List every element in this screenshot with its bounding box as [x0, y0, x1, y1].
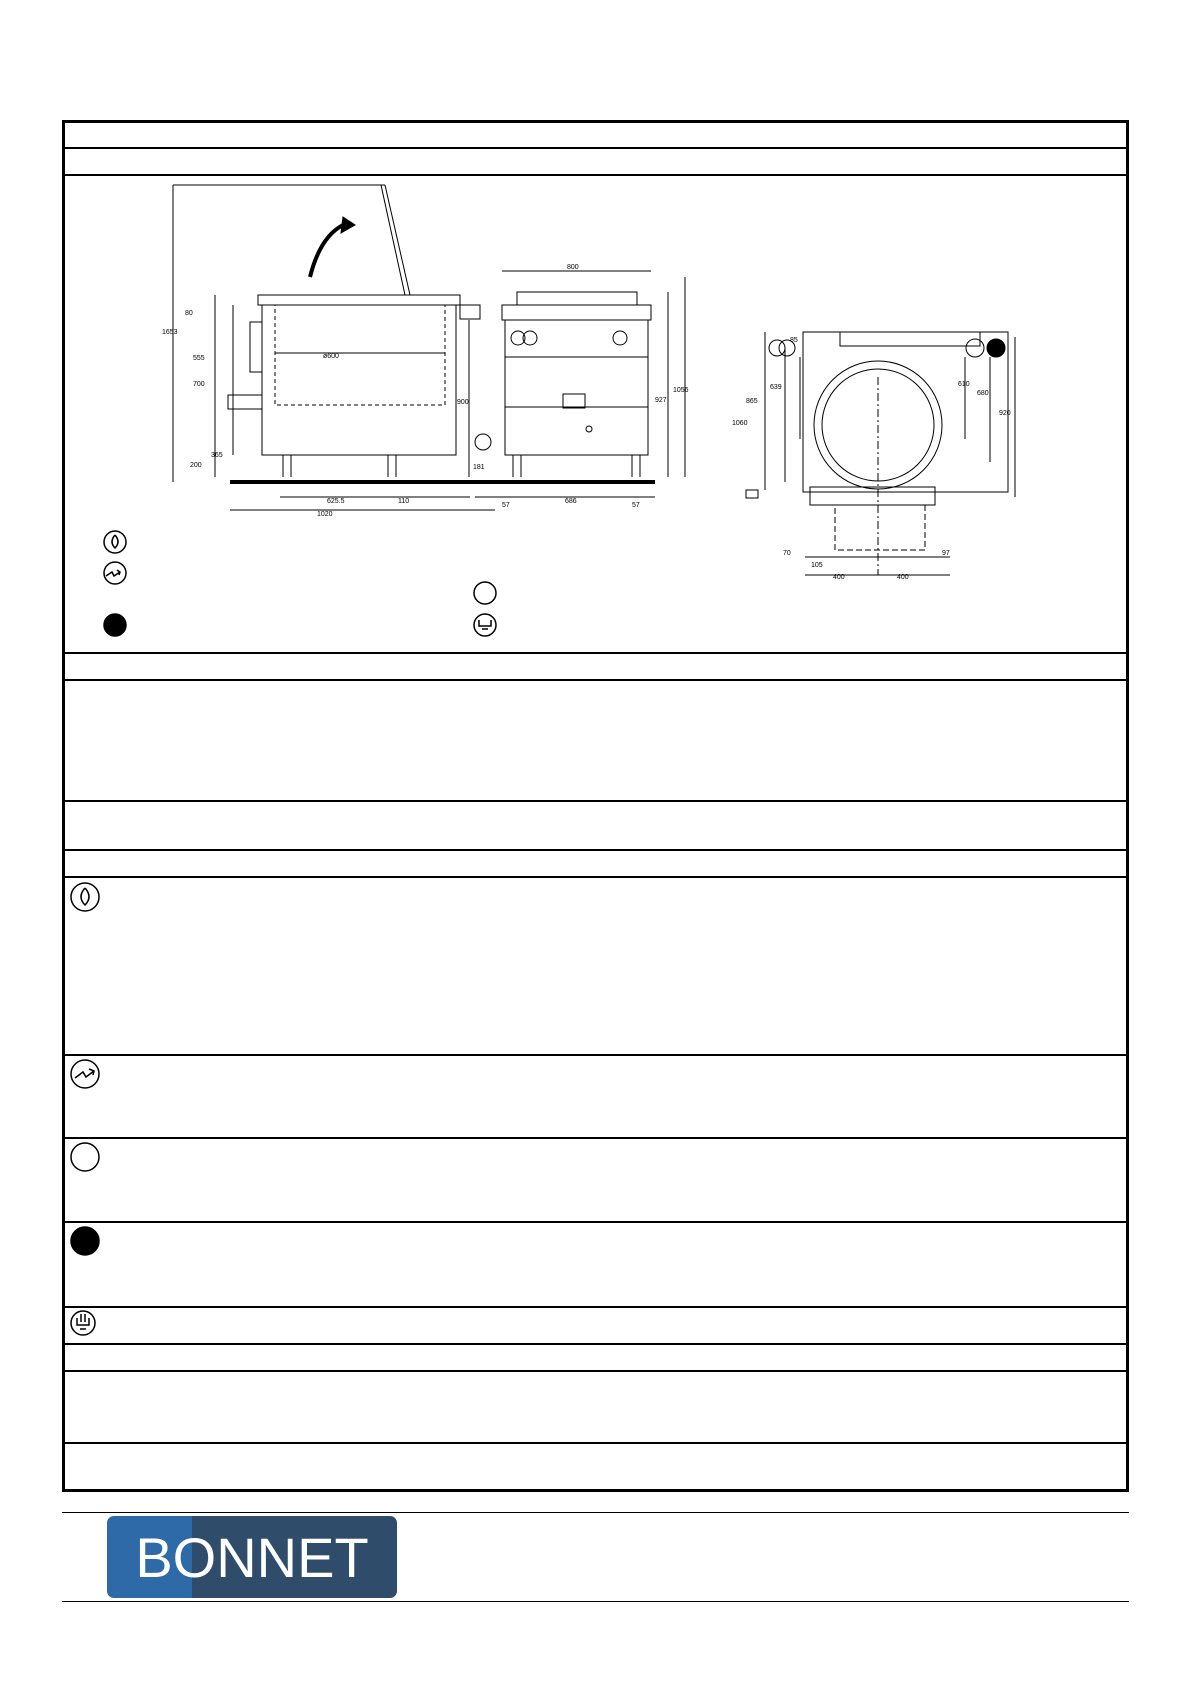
divider	[62, 1370, 1129, 1372]
dim-label: 900	[457, 399, 469, 406]
dim-label: 920	[999, 410, 1011, 417]
cold-water-icon	[474, 582, 496, 604]
dim-label: 800	[567, 264, 579, 271]
electric-icon	[104, 562, 126, 584]
divider	[62, 1137, 1129, 1139]
gas-icon	[104, 531, 126, 553]
dim-label: 555	[193, 355, 205, 362]
divider	[62, 1306, 1129, 1308]
dim-label: 927	[655, 397, 667, 404]
cold-water-icon	[68, 1140, 102, 1174]
dim-label: 625.5	[327, 498, 345, 505]
technical-drawing	[65, 177, 1126, 652]
dim-label: 57	[632, 502, 640, 509]
divider	[62, 876, 1129, 878]
dim-label: 686	[565, 498, 577, 505]
dim-label: 70	[783, 550, 791, 557]
electric-icon	[68, 1057, 102, 1091]
divider	[62, 800, 1129, 802]
dim-label: 97	[942, 550, 950, 557]
dim-label: 1653	[162, 329, 178, 336]
dim-label: 200	[190, 462, 202, 469]
divider	[62, 174, 1129, 176]
dim-label: 57	[502, 502, 510, 509]
dim-label: 400	[833, 574, 845, 581]
dim-label: 80	[185, 310, 193, 317]
divider	[62, 1221, 1129, 1223]
front-view	[469, 271, 685, 497]
dim-label: 1020	[317, 511, 333, 518]
dim-label: 1056	[673, 387, 689, 394]
dim-label: 865	[746, 398, 758, 405]
dim-label: 85	[790, 337, 798, 344]
dim-label: 639	[770, 384, 782, 391]
dim-label: 400	[897, 574, 909, 581]
divider	[62, 1343, 1129, 1345]
divider	[62, 1442, 1129, 1444]
footer-rule	[62, 1601, 1129, 1602]
dim-label: 105	[811, 562, 823, 569]
side-view	[173, 185, 495, 510]
dim-label: 680	[977, 390, 989, 397]
dim-label: 1060	[732, 420, 748, 427]
divider	[62, 849, 1129, 851]
drain-icon	[68, 1308, 98, 1338]
drain-icon	[474, 614, 496, 636]
hot-water-icon	[68, 1224, 102, 1258]
brand-logo	[107, 1516, 397, 1598]
brand-logo-text: BONNET	[135, 1525, 369, 1589]
gas-icon	[68, 880, 102, 914]
hot-water-icon	[104, 614, 126, 636]
dim-label: 365	[211, 452, 223, 459]
top-view	[746, 332, 1015, 575]
divider	[62, 652, 1129, 654]
dim-label: ø600	[323, 353, 339, 360]
divider	[62, 147, 1129, 149]
footer-rule	[62, 1512, 1129, 1513]
divider	[62, 1054, 1129, 1056]
divider	[62, 679, 1129, 681]
dim-label: 700	[193, 381, 205, 388]
dim-label: 610	[958, 381, 970, 388]
dim-label: 181	[473, 464, 485, 471]
dim-label: 110	[398, 498, 410, 505]
